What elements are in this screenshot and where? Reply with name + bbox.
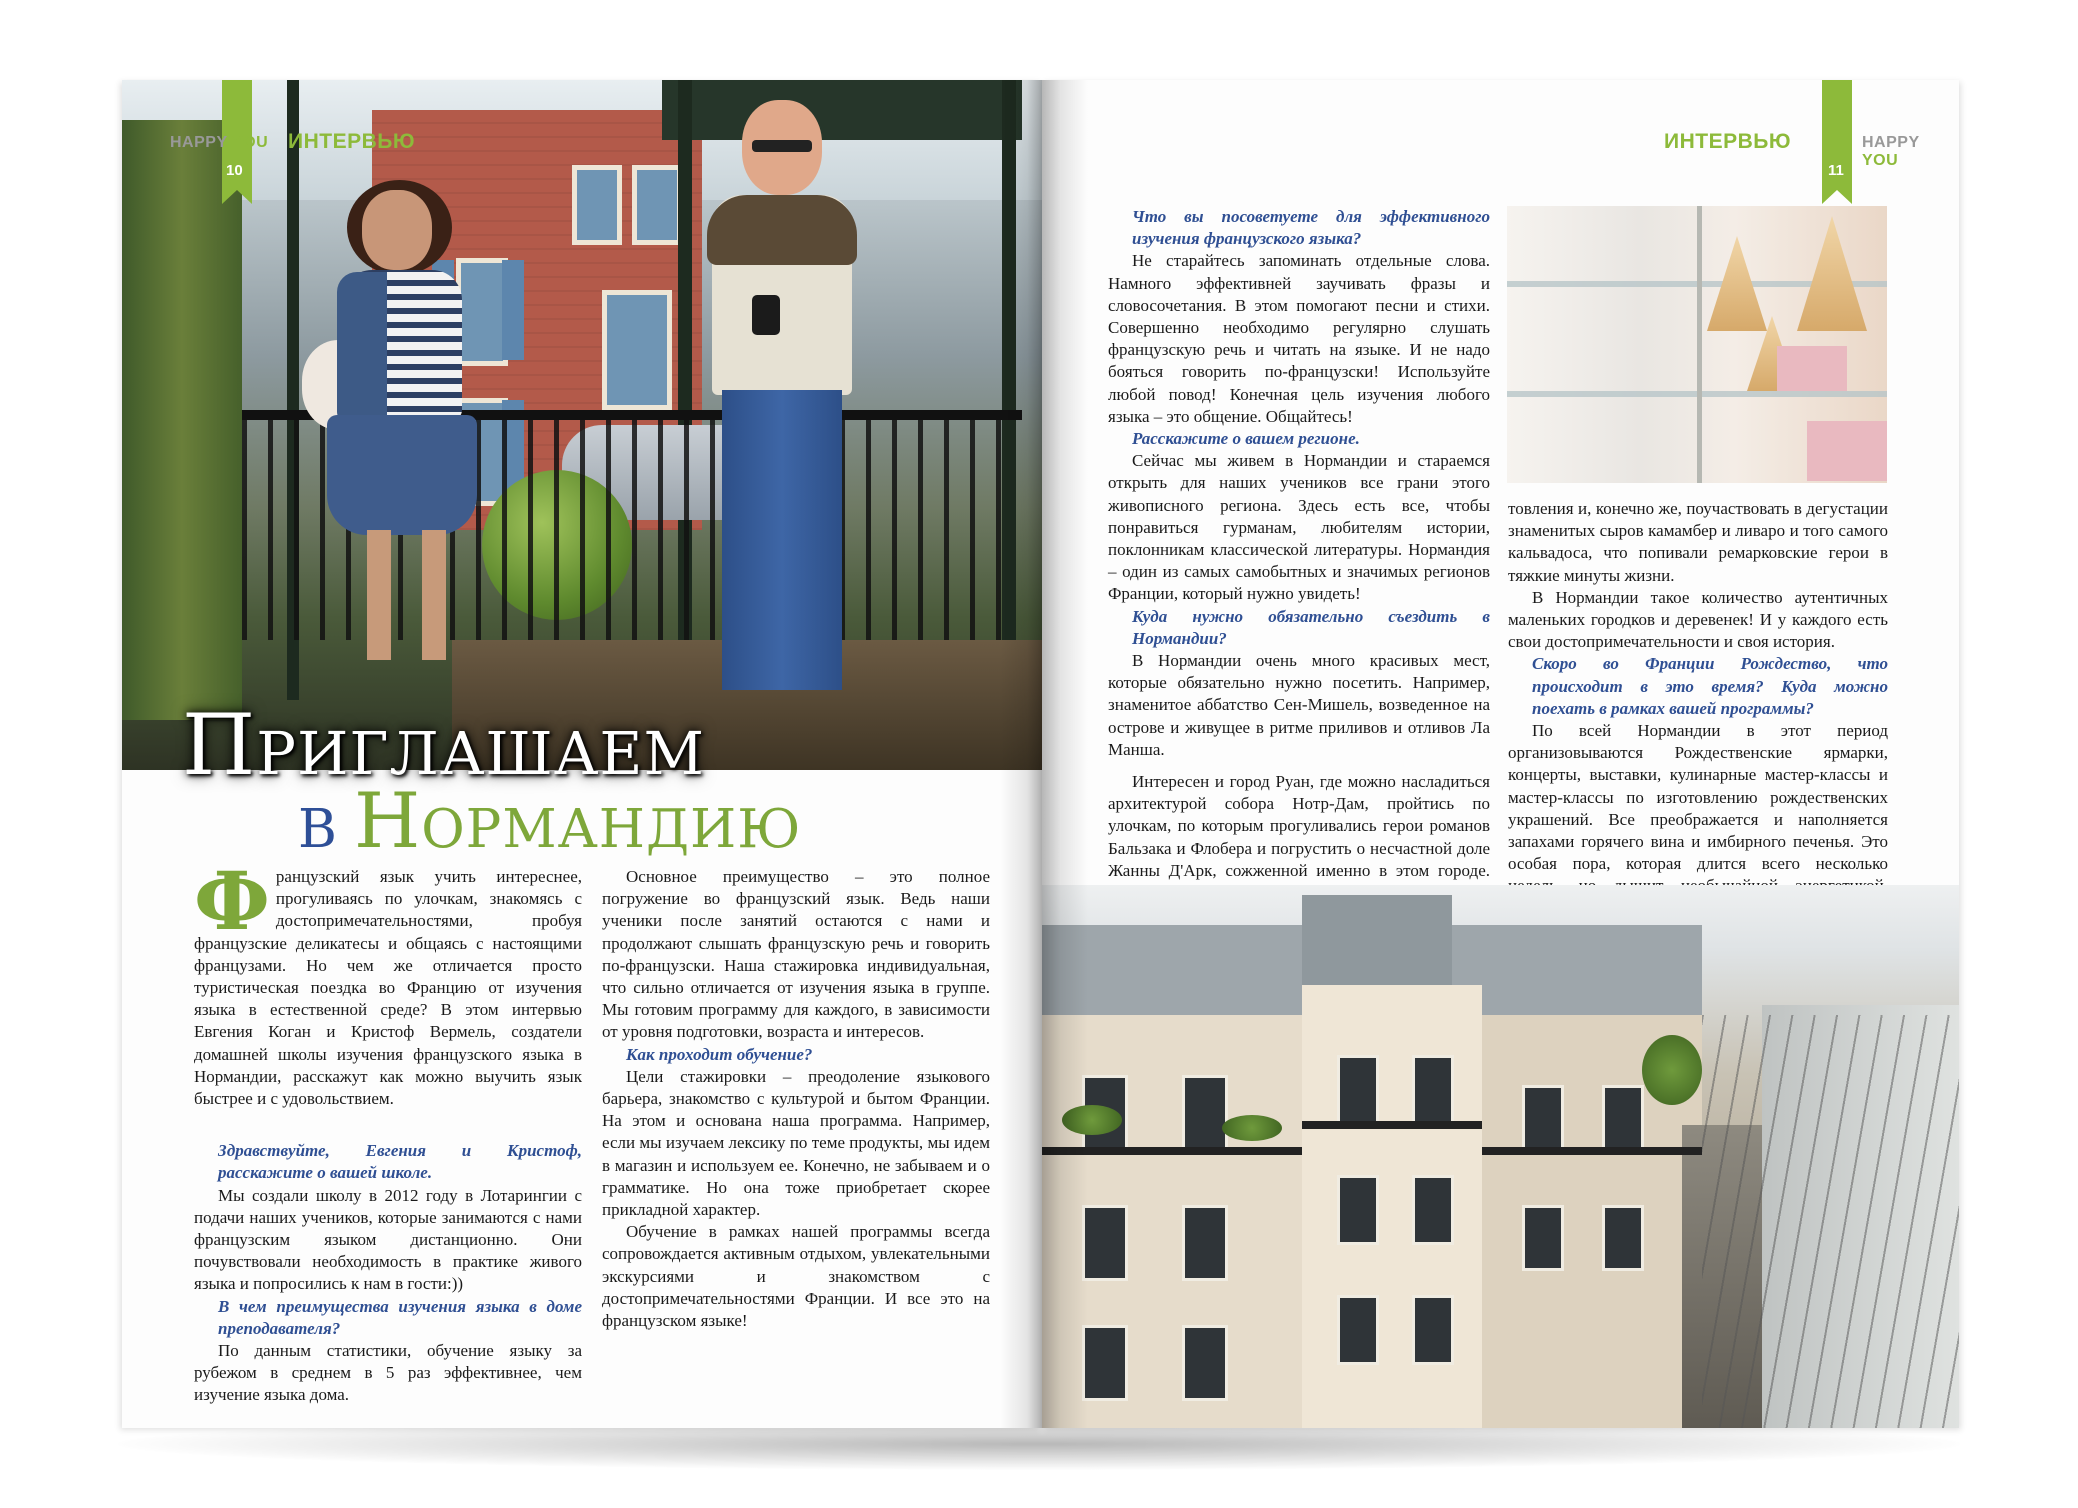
answer-paragraph: Мы создали школу в 2012 году в Лотарингии с подачи наших учеников, которые занимаются с нами французским языком дистанционно. Они почувствовали необходимость в практике живого языка и попросились к нам в гости:)) bbox=[194, 1185, 582, 1294]
brand-logo bbox=[170, 134, 268, 152]
answer-paragraph: Сейчас мы живем в Нормандии и стараемся открыть для наших учеников все грани этого живописного региона. Здесь есть все, чтобы понравиться гурманам, любителям истории, поклонникам классической литературы. Нормандия – один из самых самобытных и значимых регионов Франции, который нужно увидеть! bbox=[1108, 451, 1490, 604]
intro-paragraph: Французский язык учить интереснее, прогуливаясь по улочкам, знакомясь с достопримечательностями, пробуя французские деликатесы и общаясь с настоящими французами. Но чем же отличается просто туристическая поездка во Францию от изучения языка в естественной среде? В этом интервью Евгения Коган и Кристоф Вермель, создатели домашней школы изучения французского языка в Нормандии, расскажут как можно выучить язык быстрее и с удовольствием. bbox=[194, 854, 582, 1109]
question-heading: Как проходит обучение? bbox=[626, 1044, 813, 1064]
title-prefix: в bbox=[298, 776, 338, 865]
answer-paragraph: Цели стажировки – преодоление языкового барьера, знакомство с культурой и бытом Франции. На этом и основана наша программа. Например, если мы изучаем лексику по теме продукты, мы идем в магазин и используем ее. Конечно, не забываем и о грамматике. Но она тоже приобретает скорее прикладной характер. bbox=[602, 1066, 990, 1220]
right-column-2 bbox=[1508, 498, 1888, 942]
answer-paragraph: По данным статистики, обучение языку за рубежом в среднем в 5 раз эффективнее, чем изучение языка дома. bbox=[194, 1341, 582, 1405]
question-heading: Расскажите о вашем регионе. bbox=[1132, 429, 1360, 449]
answer-paragraph: По всей Нормандии в этот период организовываются Рождественские ярмарки, концерты, выставки, кулинарные мастер-классы и мастер-классы по изготовлению рождественских украшений. Все преображается и наполняется запахами горячего вина и имбирного печенья. Это особая пора, которая длится всего несколько bbox=[1508, 721, 1888, 874]
left-page bbox=[122, 80, 1042, 1428]
photo-couple-normandy bbox=[122, 80, 1042, 770]
page-number: 11 bbox=[1828, 162, 1844, 179]
question-heading: В чем преимущества изучения языка в доме преподавателя? bbox=[218, 1296, 582, 1338]
question-heading: Здравствуйте, Евгения и Кристоф, расскажите о вашей школе. bbox=[218, 1141, 582, 1183]
brand-you: YOU bbox=[1862, 152, 1899, 169]
page-number: 10 bbox=[226, 162, 243, 179]
title-main: Нормандию bbox=[353, 776, 802, 865]
answer-paragraph: Не старайтесь запоминать отдельные слова. Намного эффективней заучивать фразы и словосочетания. В этом помогают песни и стихи. Совершенно необходимо регулярно слушать французскую речь и читать на языке. И не надо бояться говорить по-французски! Используйте любой повод! Конечная цель изучения любого языка – это общение. Общайтесь! bbox=[1108, 251, 1490, 426]
answer-paragraph: В Нормандии такое количество аутентичных маленьких городков и деревенек! И у каждого есть свои достопримечательности и своя история. bbox=[1508, 587, 1888, 652]
section-label: ИНТЕРВЬЮ bbox=[1664, 130, 1792, 153]
page-number-tab bbox=[1822, 80, 1852, 190]
answer-paragraph: товления и, конечно же, поучаствовать в дегустации знаменитых сыров камамбер и ливаро и того самого кальвадоса, что попивали ремарковские герои в тяжкие минуты жизни. bbox=[1508, 499, 1888, 585]
brand-you: YOU bbox=[232, 134, 269, 151]
brand-happy: HAPPY bbox=[170, 134, 228, 151]
answer-paragraph: В Нормандии очень много красивых мест, которые обязательно нужно посетить. Например, знаменитое аббатство Сен-Мишель, возведенное на острове и живущее в ритме приливов и отливов Ла Манша. bbox=[1108, 651, 1490, 759]
article-title-line2 bbox=[298, 776, 802, 865]
brand-logo bbox=[1862, 134, 1959, 170]
left-column-2 bbox=[602, 866, 990, 1332]
photo-paris-street bbox=[1042, 885, 1959, 1428]
drop-cap: Ф bbox=[194, 854, 270, 948]
question-heading: Куда нужно обязательно съездить в Нормандии? bbox=[1132, 606, 1490, 648]
brand-happy: HAPPY bbox=[1862, 134, 1920, 151]
right-page bbox=[1042, 80, 1959, 1428]
answer-paragraph: Основное преимущество – это полное погружение во французский язык. Ведь наши ученики после занятий остаются с нами и продолжают слышать французскую речь и говорить по-французски. Наша стажировка индивидуальная, что сильно отличается от изучения языка в группе. Мы готовим программу для каждого, в зависимости от уровня подготовки, возраста и интересов. bbox=[602, 867, 990, 1042]
left-column-1 bbox=[194, 854, 582, 1407]
section-label: ИНТЕРВЬЮ bbox=[288, 130, 416, 153]
article-title-line1: Приглашаем bbox=[182, 696, 705, 794]
answer-paragraph: Интересен и город Руан, где можно насладиться архитектурой собора Нотр-Дам, пройтись по улочкам, по которым прогуливались герои романов Бальзака и Флобера и погрустить о несчастной доле Жанны Д'Арк, сожженной именно в этом городе. bbox=[1108, 772, 1490, 880]
question-heading: Скоро во Франции Рождество, что происходит в это время? Куда можно поехать в рамках вашей программы? bbox=[1532, 654, 1888, 718]
question-heading: Что вы посоветуете для эффективного изучения французского языка? bbox=[1132, 207, 1490, 249]
answer-paragraph: Обучение в рамках нашей программы всегда сопровождается активным отдыхом, увлекательными экскурсиями и знакомством с достопримечательностями Франции. И все это на французском языке! bbox=[602, 1222, 990, 1331]
photo-patisserie bbox=[1507, 206, 1887, 483]
right-column-1 bbox=[1108, 206, 1490, 927]
